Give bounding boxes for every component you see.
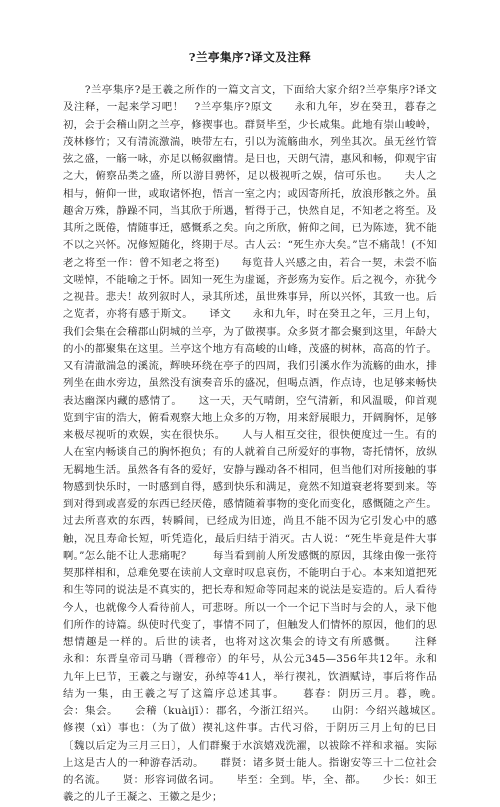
document-title: ?兰亭集序?译文及注释 bbox=[188, 50, 312, 64]
document-body: ?兰亭集序?是王羲之所作的一篇文言文，下面给大家介绍?兰亭集序?译文及注释，一起来学习吧！ ?兰亭集序?原文 永和九年，岁在癸丑，暮春之初，会于会稽山阴之兰亭，修禊事也。群贤毕至，少长咸集。此地有崇山峻岭，茂林修竹；又有清流激湍，映带左右，引以为流觞曲水，列坐其次。虽无丝竹管弦之盛，一觞一咏，亦足以畅叙幽情。是日也，天朗气清，惠风和畅，仰观宇宙之大，俯察品类之盛，所以游目骋怀，足以极视听之娱，信可乐也。 夫人之相与，俯仰一世，或取诸怀抱，悟言一室之内；或因寄所托，放浪形骸之外。虽趣舍万殊，静躁不同，当其欣于所遇，暂得于己，快然自足，不知老之将至。及其所之既倦，情随事迁，感慨系之矣。向之所欣，俯仰之间，已为陈迹，犹不能不以之兴怀。况修短随化，终期于尽。古人云：“死生亦大矣。”岂不痛哉！(不知老之将至一作：曾不知老之将至) 每览昔人兴感之由，若合一契，未尝不临文嗟悼，不能喻之于怀。固知一死生为虚诞，齐彭殇为妄作。后之视今，亦犹今之视昔。悲夫！故列叙时人，录其所述，虽世殊事异，所以兴怀，其致一也。后之览者，亦将有感于斯文。 译文 永和九年，时在癸丑之年，三月上旬，我们会集在会稽郡山阴城的兰亭，为了做禊事。众多贤才都会聚到这里，年龄大的小的都聚集在这里。兰亭这个地方有高峻的山峰，茂盛的树林，高高的竹子。又有清澈湍急的溪流，辉映环绕在亭子的四周，我们引溪水作为流觞的曲水，排列坐在曲水旁边，虽然没有演奏音乐的盛况，但喝点酒，作点诗，也足够来畅快表达幽深内藏的感情了。 这一天，天气晴朗，空气清新，和风温暖，仰首观览到宇宙的浩大，俯看观察大地上众多的万物，用来舒展眼力，开阔胸怀，足够来极尽视听的欢娱，实在很快乐。 人与人相互交往，很快便度过一生。有的人在室内畅谈自己的胸怀抱负；有的人就着自己所爱好的事物，寄托情怀，放纵无羁地生活。虽然各有各的爱好，安静与躁动各不相同，但当他们对所接触的事物感到快乐时，一时感到自得，感到快乐和满足，竟然不知道衰老将要到来。等到对得到或喜爱的东西已经厌倦，感情随着事物的变化而变化，感慨随之产生。过去所喜欢的东西，转瞬间，已经成为旧迹，尚且不能不因为它引发心中的感触，况且寿命长短，听凭造化，最后归结于消灭。古人说：“死生毕竟是件大事啊。”怎么能不让人悲痛呢？ 每当看到前人所发感慨的原因，其缘由像一张符契那样相和，总难免要在读前人文章时叹息哀伤，不能明白于心。本来知道把死和生等同的说法是不真实的，把长寿和短命等同起来的说法是妄造的。后人看待今人，也就像今人看待前人，可悲呀。所以一个一个记下当时与会的人，录下他们所作的诗篇。纵使时代变了，事情不同了，但触发人们情怀的原因，他们的思想情趣是一样的。后世的读者，也将对这次集会的诗文有所感慨。 注释 永和：东晋皇帝司马聃（晋穆帝）的年号，从公元345—356年共12年。永和九年上巳节，王羲之与谢安，孙绰等41人，举行禊礼，饮酒赋诗，事后将作品结为一集，由王羲之写了这篇序总述其事。 暮春：阴历三月。暮，晚。 会：集会。 会稽（kuàijī）：郡名，今浙江绍兴。 山阴：今绍兴越城区。 修禊（xì）事也：（为了做）禊礼这件事。古代习俗，于阴历三月上旬的巳日〔魏以后定为三月三日〕，人们群聚于水滨嬉戏洗濯，以祓除不祥和求福。实际上这是古人的一种游春活动。 群贤：诸多贤士能人。指谢安等三十二位社会的名流。 贤：形容词做名词。 毕至：全到。毕，全、都。 少长：如王羲之的儿子王凝之、王徽之是少； bbox=[63, 84, 459, 804]
